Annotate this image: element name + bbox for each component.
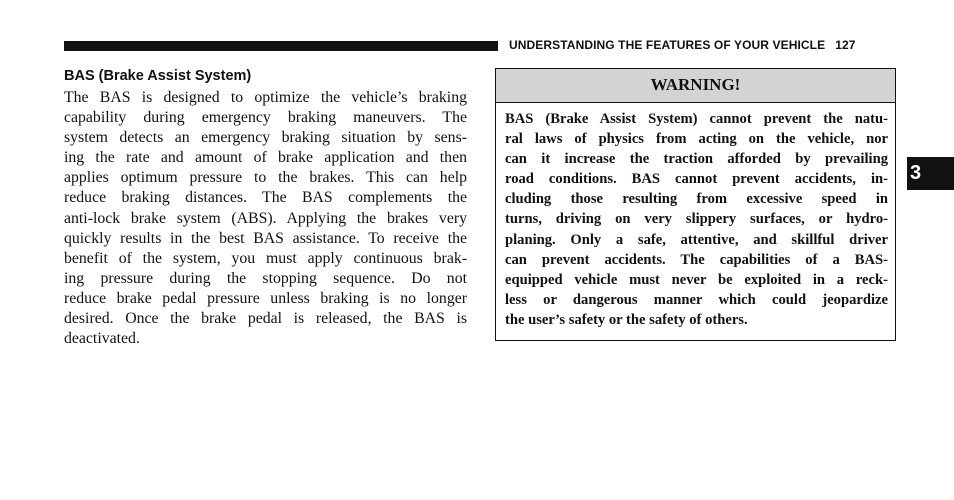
warning-line: can it increase the traction afforded by prevailing — [505, 151, 888, 168]
body-line: benefit of the system, you must apply continuous brak- — [64, 249, 467, 267]
warning-box — [495, 68, 896, 341]
running-header — [509, 38, 856, 52]
body-line: reduce brake pedal pressure unless braking is no longer — [64, 289, 467, 307]
body-line: capability during emergency braking maneuvers. The — [64, 109, 467, 127]
warning-line: the user’s safety or the safety of others. — [505, 311, 748, 328]
body-line: deactivated. — [64, 330, 140, 348]
body-paragraph — [64, 88, 467, 349]
warning-line: turns, driving on very slippery surfaces, or hydro- — [505, 211, 888, 228]
body-line: The BAS is designed to optimize the vehicle’s braking — [64, 89, 467, 106]
body-line: ing pressure during the stopping sequence. Do not — [64, 269, 467, 287]
warning-line: can prevent accidents. The capabilities of a BAS- — [505, 251, 888, 268]
body-line: quickly results in the best BAS assistance. To receive the — [64, 229, 467, 247]
body-line: anti-lock brake system (ABS). Applying the brakes very — [64, 209, 467, 227]
body-line: reduce braking distances. The BAS complements the — [64, 189, 467, 207]
warning-line: equipped vehicle must never be exploited in a reck- — [505, 271, 888, 288]
warning-line: less or dangerous manner which could jeopardize — [505, 291, 888, 308]
warning-line: road conditions. BAS cannot prevent accidents, in- — [505, 171, 888, 188]
page-number: 127 — [835, 38, 856, 52]
warning-line: BAS (Brake Assist System) cannot prevent the natu- — [505, 111, 888, 127]
body-line: applies optimum pressure to the brakes. This can help — [64, 169, 467, 187]
warning-body — [505, 109, 888, 330]
section-title: UNDERSTANDING THE FEATURES OF YOUR VEHICLE — [509, 38, 826, 52]
warning-title: WARNING! — [496, 69, 895, 103]
header-rule-bar — [64, 41, 498, 51]
section-heading: BAS (Brake Assist System) — [64, 68, 252, 84]
warning-line: cluding those resulting from excessive speed in — [505, 191, 888, 208]
chapter-tab: 3 — [907, 157, 954, 190]
body-line: desired. Once the brake pedal is released, the BAS is — [64, 310, 467, 328]
body-line: ing the rate and amount of brake application and then — [64, 149, 467, 167]
body-line: system detects an emergency braking situation by sens- — [64, 129, 467, 147]
warning-line: ral laws of physics from acting on the vehicle, nor — [505, 131, 888, 148]
warning-line: planing. Only a safe, attentive, and skillful driver — [505, 231, 888, 248]
